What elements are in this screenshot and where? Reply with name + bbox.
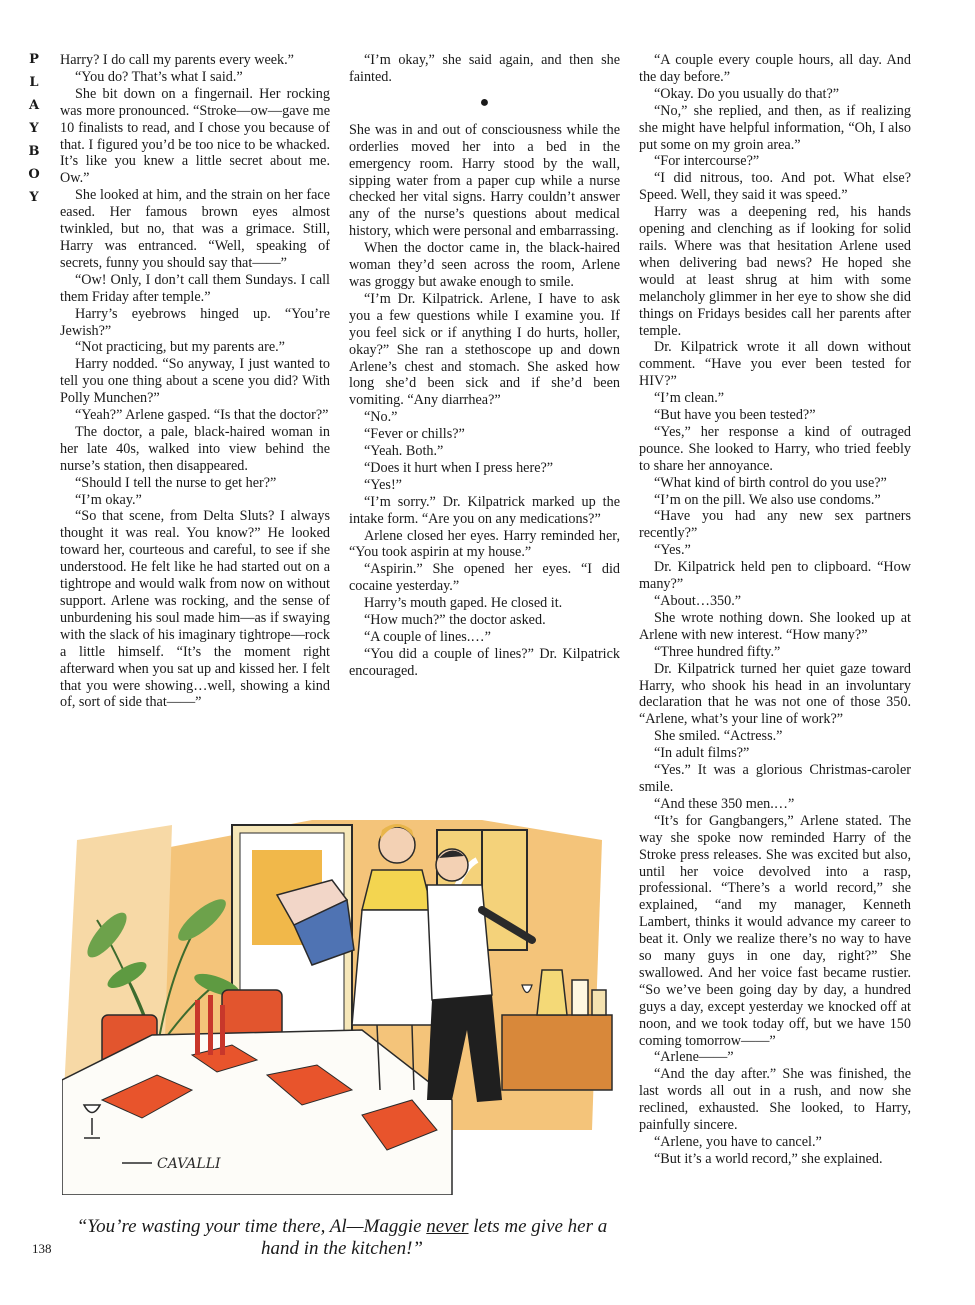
paragraph: “I’m on the pill. We also use condoms.”: [654, 491, 881, 508]
paragraph: “Not practicing, but my parents are.”: [75, 339, 285, 356]
paragraph: “I’m clean.”: [654, 390, 725, 407]
paragraph: “What kind of birth control do you use?”: [654, 474, 887, 491]
paragraph: Harry nodded. “So anyway, I just wanted to tell you one thing about a scene you did? With Polly Munchen?”: [60, 356, 330, 407]
paragraph: She looked at him, and the strain on her face eased. Her famous brown eyes almost twinkled, but no, that was a grimace. Still, Harry was entranced. “Well, speaking of secrets, funny you should say that——”: [60, 187, 330, 271]
paragraph: “Have you had any new sex partners recently?”: [639, 508, 911, 542]
paragraph: “Arlene——”: [654, 1049, 734, 1066]
paragraph: Dr. Kilpatrick wrote it all down without comment. “Have you ever been tested for HIV?”: [639, 339, 911, 390]
masthead-letter-a: A: [28, 98, 40, 113]
paragraph: “For intercourse?”: [654, 153, 760, 170]
paragraph: “And the day after.” She was finished, the last words all out in a rush, and now she reclined, exhausted. She looked, to Harry, painfully sincere.: [639, 1066, 911, 1134]
masthead-letter-o: O: [28, 167, 40, 182]
paragraph: Dr. Kilpatrick turned her quiet gaze toward Harry, who shook his head in an involuntary declaration that he was not one of those 350. “Arlene, what’s your line of work?”: [639, 660, 911, 728]
paragraph: “I’m okay,” she said again, and then she fainted.: [349, 52, 620, 85]
masthead-letter-l: L: [29, 75, 39, 90]
paragraph: “Yeah?” Arlene gasped. “Is that the doctor?”: [75, 407, 329, 424]
paragraph: “I’m sorry.” Dr. Kilpatrick marked up the intake form. “Are you on any medications?”: [349, 493, 620, 527]
paragraph: Arlene closed her eyes. Harry reminded her, “You took aspirin at my house.”: [349, 527, 620, 561]
paragraph: “Fever or chills?”: [364, 426, 465, 443]
artist-signature: CAVALLI: [157, 1156, 221, 1172]
paragraph: She was in and out of consciousness while the orderlies moved her into a bed in the emergency room. Harry stood by the wall, sipping water from a paper cup while a nurse checked her vital signs. Harry couldn’t answer any of the nurse’s questions about medical history, which were personal and embarrassing.: [349, 121, 620, 240]
candle: [208, 995, 213, 1055]
paragraph: “I did nitrous, too. And pot. What else? Speed. Well, they said it was speed.”: [639, 170, 911, 204]
bottle: [572, 980, 588, 1015]
paragraph: “Does it hurt when I press here?”: [364, 459, 554, 476]
paragraph: “I’m Dr. Kilpatrick. Arlene, I have to ask you a few questions while I examine you. If you feel sick or if anything I do hurts, holler, okay?” She ran a stethoscope up and down Arlene’s chest and stomach. She asked how long she’d been sick and if she’d been vomiting. “Any diarrhea?”: [349, 290, 620, 409]
pitcher: [537, 970, 567, 1015]
paragraph: “No.”: [364, 409, 398, 426]
paragraph: “Yeah. Both.”: [364, 443, 444, 460]
paragraph: “But it’s a world record,” she explained.: [654, 1150, 883, 1167]
text-column-2: [349, 52, 620, 680]
masthead: [22, 48, 46, 209]
masthead-letter-y1: Y: [29, 121, 39, 136]
cartoon-caption: [62, 1216, 622, 1260]
woman-top: [362, 870, 432, 910]
masthead-letter-p: P: [29, 52, 39, 67]
paragraph: “A couple every couple hours, all day. And the day before.”: [639, 52, 911, 85]
section-break-bullet: ●: [479, 93, 490, 111]
paragraph: “Yes,” her response a kind of outraged pounce. She looked to Harry, who tried feebly to share her annoyance.: [639, 423, 911, 474]
paragraph: “It’s for Gangbangers,” Arlene stated. The way she spoke now reminded Harry of the Stroke press releases. She was excited but also, until her voice devolved into a rasp, professional. “There’s a world record,” she explained, “and my manager, Kenneth Lambert, thinks it would advance my career to beat it. Only we realize there’s no way to have so many guys in one day, right?” She swallowed. And her voice fast became rustier. “So we’ve been going day by day, a hundred guys a day, except yesterday we knocked off at noon, and we took today off, but we have 150 coming tomorrow——”: [639, 812, 911, 1049]
paragraph: “You do? That’s what I said.”: [75, 68, 243, 85]
caption-text-part2: lets me give her a hand in the kitchen!”: [261, 1216, 608, 1259]
paragraph: Harry? I do call my parents every week.”: [60, 52, 294, 68]
bar-counter: [502, 1015, 612, 1090]
paragraph: “In adult films?”: [654, 745, 750, 762]
paragraph: “Yes.” It was a glorious Christmas-caroler smile.: [639, 762, 911, 795]
paragraph: “Three hundred fifty.”: [654, 643, 781, 660]
paragraph: Harry’s mouth gaped. He closed it.: [364, 595, 563, 612]
paragraph: “Ow! Only, I don’t call them Sundays. I call them Friday after temple.”: [60, 271, 330, 305]
cartoon-illustration: [62, 800, 622, 1195]
paragraph: She bit down on a fingernail. Her rocking was more pronounced. “Stroke—ow—gave me 10 finalists to read, and I chose you because of that. I figured you’d be too nice to be whacked. It’s like you knew a little secret about me. Ow.”: [60, 85, 330, 187]
paragraph: “You did a couple of lines?” Dr. Kilpatrick encouraged.: [349, 645, 620, 679]
masthead-letter-y2: Y: [29, 190, 39, 205]
paragraph: She smiled. “Actress.”: [654, 728, 783, 745]
paragraph: The doctor, a pale, black-haired woman in her late 40s, walked into view behind the nurse’s station, then disappeared.: [60, 423, 330, 474]
paragraph: “A couple of lines.…”: [364, 629, 491, 645]
paragraph: “About…350.”: [654, 593, 742, 609]
masthead-letter-b: B: [28, 144, 40, 159]
bottle: [592, 990, 606, 1015]
paragraph: “So that scene, from Delta Sluts? I always thought it was real. You know?” He looked toward her, courteous and careful, to see if she understood. He felt like he had started out on a tightrope and would walk from now on without support. Arlene was rocking, and the sense of unburdening his soul made him—as if swaying with the slack of his imaginary tightrope—rock a little himself. “It’s the moment right afterward when you sat up and kissed her. I felt that you were showing…well, showing a kind of, sort of side that——”: [60, 508, 330, 711]
paragraph: “But have you been tested?”: [654, 407, 816, 424]
paragraph: Dr. Kilpatrick held pen to clipboard. “How many?”: [639, 559, 911, 593]
paragraph: “Yes!”: [364, 476, 402, 493]
paragraph: Harry’s eyebrows hinged up. “You’re Jewish?”: [60, 305, 330, 339]
paragraph: When the doctor came in, the black-haired woman they’d seen across the room, Arlene was groggy but awake enough to smile.: [349, 240, 620, 290]
paragraph: “How much?” the doctor asked.: [364, 612, 546, 629]
paragraph: “Yes.”: [654, 542, 691, 559]
paragraph: Harry was a deepening red, his hands opening and clenching as if looking for solid rails. Where was that hesitation Arlene used when delivering bad news? He hoped she would at least shrug at him with some melancholy glimmer in her eye to show she did things on Fridays besides call her parents after temple.: [639, 204, 911, 339]
paragraph: “Should I tell the nurse to get her?”: [75, 474, 277, 491]
page-number: 138: [32, 1241, 52, 1256]
candle: [220, 1005, 225, 1055]
paragraph: “Okay. Do you usually do that?”: [654, 85, 840, 102]
caption-text-part1: “You’re wasting your time there, Al—Maggie: [76, 1216, 427, 1237]
paragraph: “Aspirin.” She opened her eyes. “I did cocaine yesterday.”: [349, 561, 620, 595]
paragraph: She wrote nothing down. She looked up at Arlene with new interest. “How many?”: [639, 609, 911, 643]
text-column-3: [639, 52, 911, 1168]
text-column-1: [60, 52, 330, 711]
paragraph: “Arlene, you have to cancel.”: [654, 1134, 822, 1150]
candle: [195, 1000, 200, 1055]
paragraph: “I’m okay.”: [75, 491, 142, 508]
paragraph: “And these 350 men.…”: [654, 795, 795, 812]
caption-emphasis: never: [426, 1216, 469, 1237]
paragraph: “No,” she replied, and then, as if realizing she might have helpful information, “Oh, I also put some on my groin area.”: [639, 102, 911, 153]
man-shirt: [427, 885, 492, 1000]
